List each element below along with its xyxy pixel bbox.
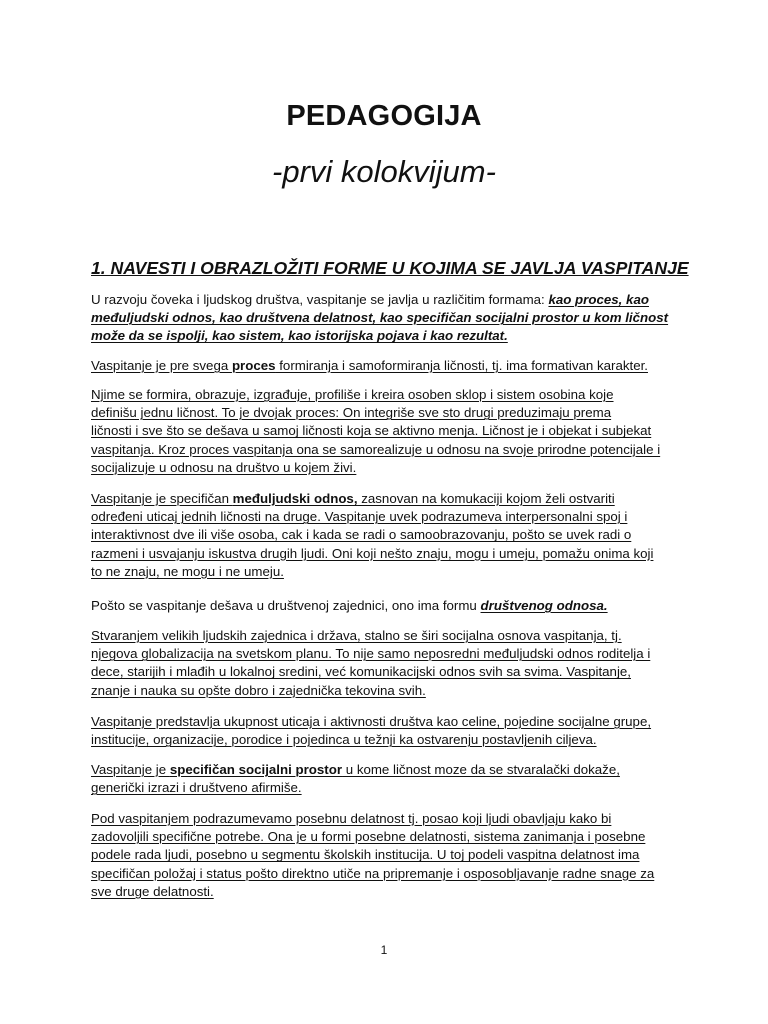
paragraph-line: znanje i nauka su opšte dobro i zajednička tekovina svih. — [91, 682, 426, 698]
paragraph-text: zasnovan na komukaciji kojom želi ostvariti — [357, 491, 615, 506]
paragraph-forms-intro — [91, 291, 691, 346]
paragraph-line: institucije, organizacije, porodice i pojedinca u težnji ka ostvarenju postavljenih ciljeva. — [91, 732, 597, 748]
paragraph-text: Vaspitanje je specifičan — [91, 491, 233, 506]
paragraph-line — [91, 490, 691, 508]
document-subtitle: -prvi kolokvijum- — [272, 154, 496, 189]
paragraph-line: socijalizuje u odnosu na društvo u kojem živi. — [91, 459, 357, 475]
paragraph-globalization — [91, 627, 691, 700]
bold-term: specifičan socijalni prostor — [169, 762, 343, 777]
paragraph-line: zadovoljili specifične potrebe. Ona je u formi posebne delatnosti, sistema zanimanja i posebne — [91, 829, 646, 845]
paragraph-line: razmeni i usvajanju iskustva drugih ljudi. Oni koji nešto znaju, mogu i umeju, pomažu onima koji — [91, 545, 654, 561]
paragraph-activity — [91, 810, 691, 901]
paragraph-line: Njime se formira, obrazuje, izgrađuje, profiliše i kreira osoben sklop i sistem osobina koje — [91, 387, 614, 402]
paragraph-line: vaspitanja. Kroz proces vaspitanja ona se samorealizuje u odnosu na svoje prirodne potencijale i — [91, 441, 661, 457]
document-title: PEDAGOGIJA — [286, 100, 482, 132]
paragraph-line — [91, 597, 691, 615]
bold-term: proces — [231, 358, 276, 373]
paragraph-formation — [91, 386, 691, 477]
paragraph-line: specifičan položaj i status pošto direktno utiče na pripremanje i osposobljavanje radne snage za — [91, 865, 655, 881]
paragraph-line: dece, starijih i mlađih u lokalnoj sredini, već komunikacijski odnos svih sa svima. Vaspitanje, — [91, 664, 631, 680]
paragraph-line: interaktivnost dve ili više osoba, cak i kada se radi o samoobrazovanju, pošto se uvek radi o — [91, 527, 632, 543]
paragraph-line: Stvaranjem velikih ljudskih zajednica i država, stalno se širi socijalna osnova vaspitanja, tj. — [91, 628, 622, 643]
paragraph-line: Vaspitanje predstavlja ukupnost uticaja i aktivnosti društva kao celine, pojedine socijalne grupe, — [91, 714, 652, 729]
emphasis-text: može da se ispolji, kao sistem, kao istorijska pojava i kao rezultat. — [91, 328, 508, 344]
bold-term: međuljudski odnos, — [232, 491, 358, 506]
paragraph-line — [91, 291, 691, 309]
paragraph-text: U razvoju čoveka i ljudskog društva, vaspitanje se javlja u različitim formama: — [91, 292, 549, 307]
paragraph-line: Pod vaspitanjem podrazumevamo posebnu delatnost tj. posao koji ljudi obavljaju kako bi — [91, 811, 612, 826]
paragraph-line: njegova globalizacija na svetskom planu. To nije samo neposredni međuljudski odnos roditelja i — [91, 646, 651, 662]
paragraph-process — [91, 357, 691, 375]
paragraph-line — [91, 761, 691, 779]
paragraph-line: definišu jednu ličnost. To je dvojak proces: On integriše sve sto drugi preduzimaju prema — [91, 405, 612, 421]
paragraph-society-influence — [91, 713, 691, 749]
paragraph-text: Vaspitanje je pre svega — [91, 358, 232, 373]
paragraph-line: sve druge delatnosti. — [91, 883, 214, 899]
paragraph-social-relation — [91, 597, 691, 615]
emphasis-text: kao proces, kao — [548, 292, 649, 307]
section-heading: 1. NAVESTI I OBRAZLOŽITI FORME U KOJIMA SE JAVLJA VASPITANJE — [91, 258, 689, 278]
paragraph-text: formiranja i samoformiranja ličnosti, tj. ima formativan karakter. — [275, 358, 648, 373]
paragraph-text: u kome ličnost moze da se stvaralački dokaže, — [342, 762, 620, 777]
paragraph-text: Pošto se vaspitanje dešava u društvenoj zajednici, ono ima formu — [91, 598, 481, 613]
paragraph-line: generički izrazi i društveno afirmiše. — [91, 780, 302, 796]
emphasis-text: društvenog odnosa. — [480, 598, 608, 613]
emphasis-text: međuljudski odnos, kao društvena delatnost, kao specifičan socijalni prostor u kom ličnost — [91, 310, 669, 326]
paragraph-interpersonal — [91, 490, 691, 581]
paragraph-line: određeni uticaj jednih ličnosti na druge. Vaspitanje uvek podrazumeva interpersonalni spoj i — [91, 509, 628, 525]
paragraph-line: to ne znaju, ne mogu i ne umeju. — [91, 563, 284, 579]
paragraph-text: Vaspitanje je — [91, 762, 170, 777]
paragraph-line: ličnosti i sve što se dešava u samoj ličnosti koja se aktivno menja. Ličnost je i objekat i subjekat — [91, 423, 652, 439]
paragraph-line — [91, 357, 691, 375]
page-number: 1 — [380, 943, 388, 957]
paragraph-social-space — [91, 761, 691, 797]
paragraph-line: podele rada ljudi, posebno u segmentu školskih institucija. U toj podeli vaspitna delatnost ima — [91, 847, 640, 863]
